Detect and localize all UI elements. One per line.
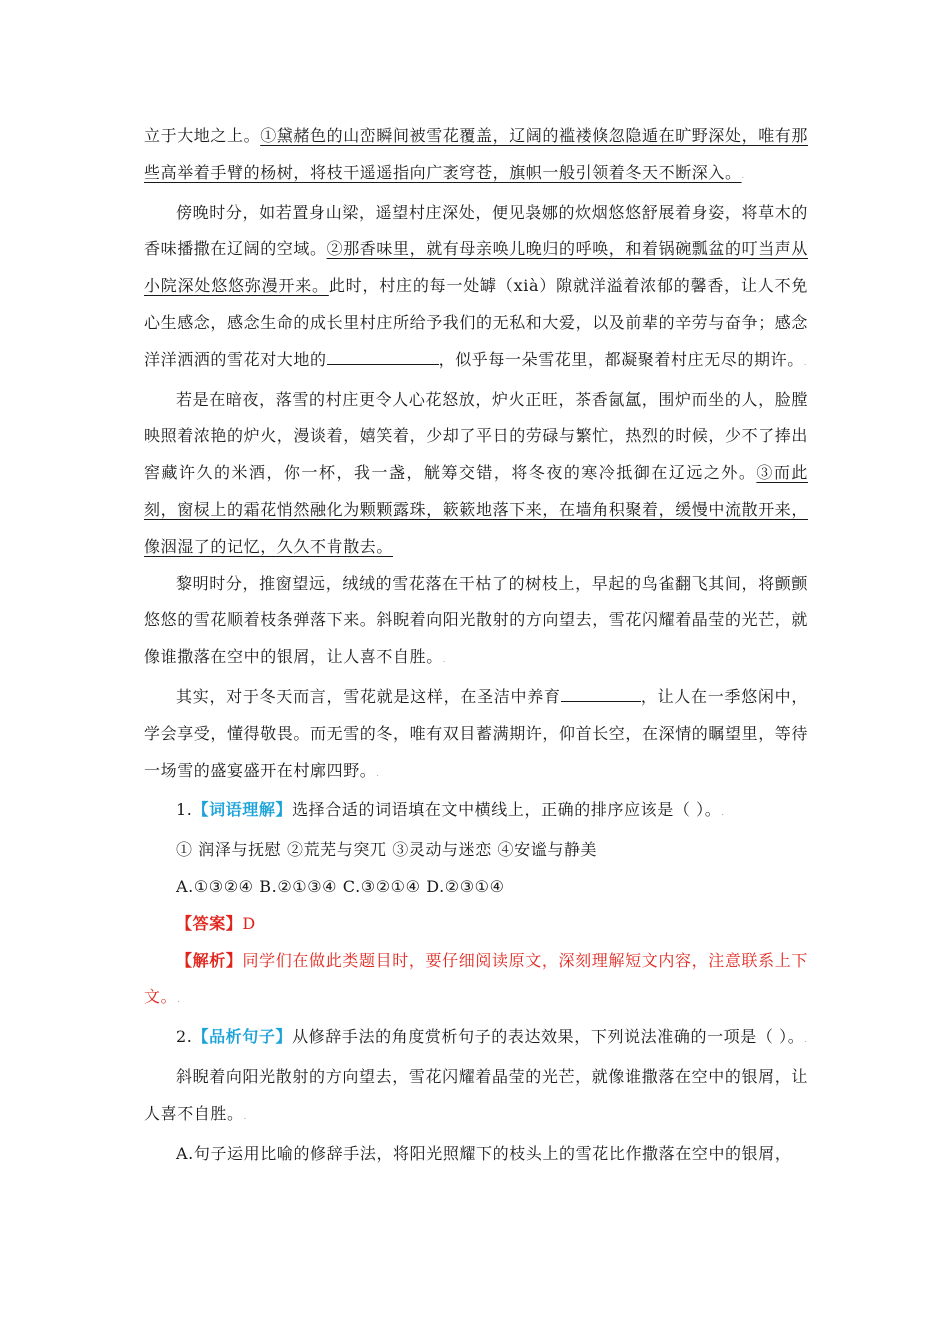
p2-tail-a: 此时，村庄的每一处罅（xià）隙就洋溢着浓郁的馨香，让人不免心生感念，感念生命的成长里村庄所给予我们的无私和大爱，以及前辈的辛劳与奋争；感念洋洋洒洒的雪花对大地的 xyxy=(144,276,809,369)
question-2-quote xyxy=(144,1059,808,1136)
paragraph-mark: . xyxy=(376,768,380,778)
passage-paragraph-2 xyxy=(144,195,808,382)
q1-number: 1. xyxy=(176,800,193,820)
passage-paragraph-1 xyxy=(144,118,808,195)
q2-number: 2. xyxy=(176,1027,193,1047)
p5-tail: ，让人在一季悠闲中，学会享受，懂得敬畏。而无雪的冬，唯有双目蓄满期许，仰首长空，在深情的瞩望里，等待一场雪的盛宴盛开在村廓四野。 xyxy=(144,686,809,780)
fill-blank-1[interactable] xyxy=(327,350,439,365)
p2-tail-b: ，似乎每一朵雪花里，都凝聚着村庄无尽的期许。 xyxy=(438,349,804,369)
question-1-choices xyxy=(144,832,808,869)
question-1-answer xyxy=(144,906,808,943)
passage-paragraph-5 xyxy=(144,679,808,792)
p5-lead: 其实，对于冬天而言，雪花就是这样，在圣洁中养育 xyxy=(176,686,561,706)
p2-lead: 傍晚时分，如若置身山梁，遥望村庄深处，便见袅娜的炊烟悠悠舒展着身姿，将草木的香味播撒在辽阔的空域。 xyxy=(144,202,808,259)
q1-analysis-text: 同学们在做此类题目时，要仔细阅读原文，深刻理解短文内容，注意联系上下文。 xyxy=(144,950,808,1007)
document-page xyxy=(144,118,808,1172)
q2-stem-text: 从修辞手法的角度赏析句子的表达效果，下列说法准确的一项是（ ）。 xyxy=(292,1027,805,1047)
q1-answer-value: D xyxy=(242,913,256,933)
question-2-option-a xyxy=(144,1136,808,1173)
q1-options-text[interactable]: A.①③②④ B.②①③④ C.③②①④ D.②③①④ xyxy=(176,876,505,896)
question-1-stem xyxy=(144,792,808,832)
q1-choices-text: ① 润泽与抚慰 ②荒芜与突兀 ③灵动与迷恋 ④安谧与静美 xyxy=(176,840,598,860)
question-1-options xyxy=(144,869,808,906)
question-2-stem xyxy=(144,1019,808,1059)
q1-tag: 【词语理解】 xyxy=(192,800,293,820)
q2-tag: 【品析句子】 xyxy=(192,1027,293,1047)
q2-option-a-text[interactable]: A.句子运用比喻的修辞手法，将阳光照耀下的枝头上的雪花比作撒落在空中的银屑， xyxy=(176,1143,792,1163)
p1-underlined-sentence: ①黛赭色的山峦瞬间被雪花覆盖，辽阔的褴褛倏忽隐遁在旷野深处，唯有那些高举着手臂的杨树，将枝干遥遥指向广袤穹苍，旗帜一般引领着冬天不断深入。 xyxy=(144,126,809,182)
paragraph-mark: . xyxy=(803,357,807,367)
p4-text: 黎明时分，推窗望远，绒绒的雪花落在干枯了的树枝上，早起的鸟雀翻飞其间，将颤颤悠悠的雪花顺着枝条弹落下来。斜睨着向阳光散射的方向望去，雪花闪耀着晶莹的光芒，就像谁撒落在空中的银屑，让人喜不自胜。 xyxy=(144,573,809,667)
paragraph-mark: . xyxy=(804,1035,808,1045)
question-1-analysis xyxy=(144,943,808,1020)
q2-quote-text: 斜睨着向阳光散射的方向望去，雪花闪耀着晶莹的光芒，就像谁撒落在空中的银屑，让人喜不自胜。 xyxy=(144,1066,808,1123)
paragraph-mark: . xyxy=(741,170,745,180)
paragraph-mark: . xyxy=(243,1111,247,1121)
p2-underlined-sentence: ②那香味里，就有母亲唤儿晚归的呼唤，和着锅碗瓢盆的叮当声从小院深处悠悠弥漫开来。 xyxy=(144,239,809,296)
q1-analysis-tag: 【解析】 xyxy=(176,950,243,970)
passage-paragraph-3 xyxy=(144,382,808,566)
p3-lead: 若是在暗夜，落雪的村庄更令人心花怒放，炉火正旺，茶香氤氲，围炉而坐的人，脸膛映照着浓艳的炉火，漫谈着，嬉笑着，少却了平日的劳碌与繁忙，热烈的时候，少不了捧出窖藏许久的米酒，你一杯，我一盏，觥筹交错，将冬夜的寒冷抵御在辽远之外。 xyxy=(144,389,809,483)
passage-paragraph-4 xyxy=(144,566,808,679)
paragraph-mark: . xyxy=(177,995,181,1005)
q1-answer-tag: 【答案】 xyxy=(176,913,243,933)
p3-underlined-sentence: ③而此刻，窗棂上的霜花悄然融化为颗颗露珠，簌簌地落下来，在墙角积聚着，缓慢中流散开来，像洇湿了的记忆，久久不肯散去。 xyxy=(144,463,809,556)
fill-blank-2[interactable] xyxy=(561,687,641,702)
paragraph-mark: . xyxy=(442,655,446,665)
paragraph-mark: . xyxy=(721,808,725,818)
q1-stem-text: 选择合适的词语填在文中横线上，正确的排序应该是（ ）。 xyxy=(292,800,722,820)
p1-lead: 立于大地之上。 xyxy=(144,126,261,145)
